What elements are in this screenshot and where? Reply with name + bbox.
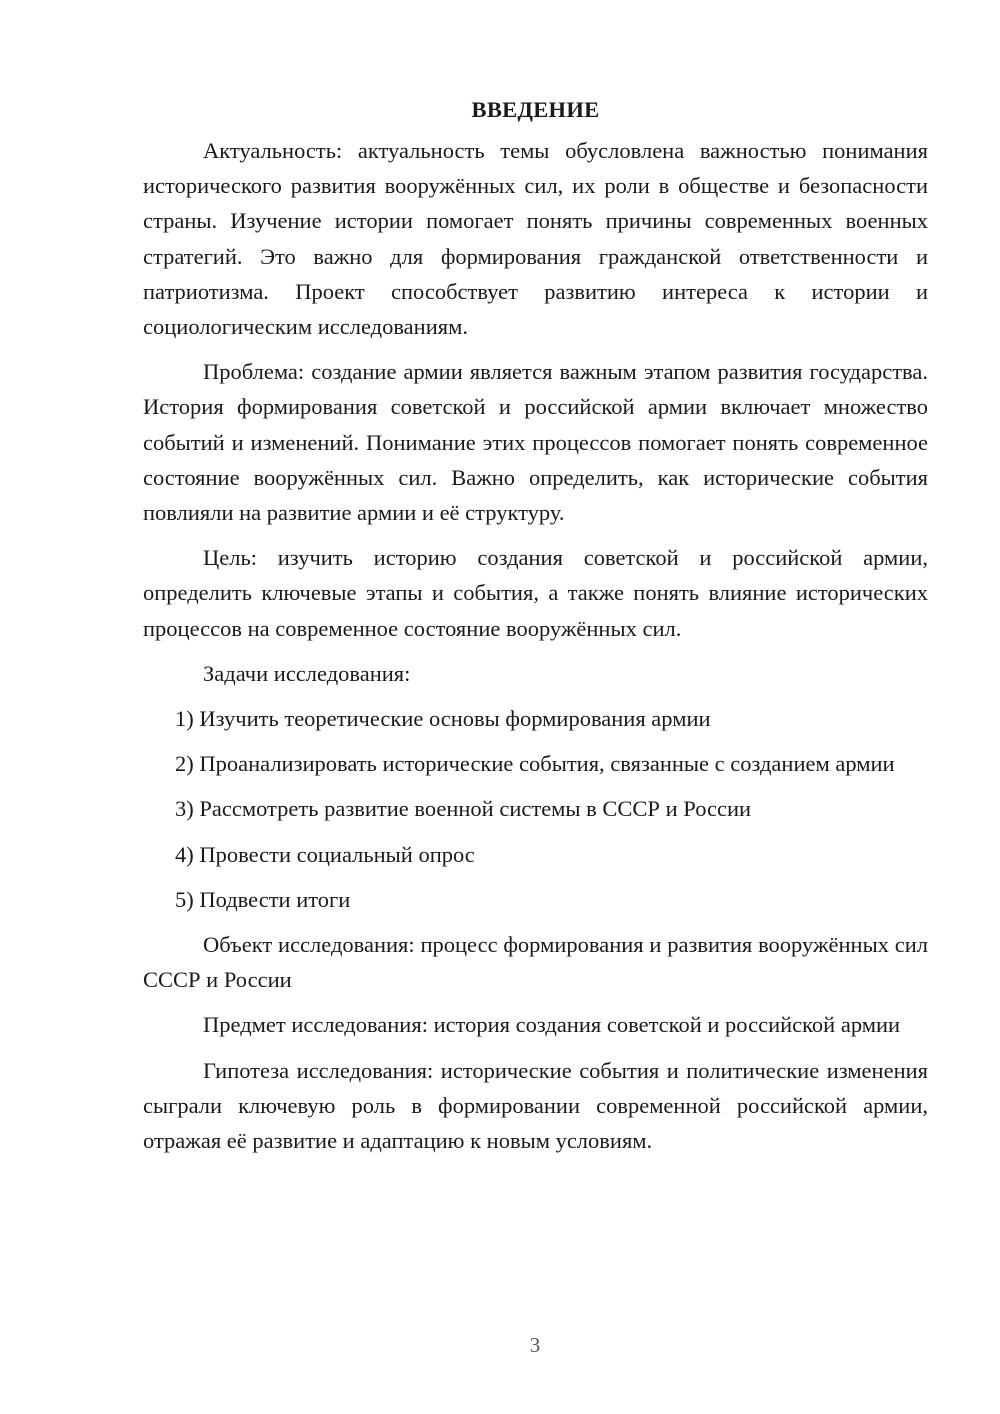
page-number: 3 <box>529 1333 541 1357</box>
task-item: 1) Изучить теоретические основы формирования армии <box>175 706 711 732</box>
problem-paragraph: Проблема: создание армии является важным этапом развития государства. История формирования советской и российской армии включает множество событий и изменений. Понимание этих процессов помогает понять современное состояние вооружённых сил. Важно определить, как исторические события повлияли на развитие армии и её структуру. <box>143 359 928 526</box>
task-item: 3) Рассмотреть развитие военной системы в СССР и России <box>175 796 752 822</box>
tasks-heading: Задачи исследования: <box>203 660 411 686</box>
page-content <box>143 95 928 1168</box>
section-title: ВВЕДЕНИЕ <box>471 97 600 122</box>
task-item: 2) Проанализировать исторические события, связанные с созданием армии <box>175 751 895 777</box>
object-paragraph: Объект исследования: процесс формирования и развития вооружённых сил СССР и России <box>143 932 928 993</box>
hypothesis-paragraph: Гипотеза исследования: исторические события и политические изменения сыграли ключевую роль в формировании современной российской армии, отражая её развитие и адаптацию к новым условиям. <box>143 1057 928 1154</box>
subject-paragraph: Предмет исследования: история создания советской и российской армии <box>203 1012 901 1038</box>
task-item: 4) Провести социальный опрос <box>175 841 475 867</box>
task-item: 5) Подвести итоги <box>175 886 351 912</box>
relevance-paragraph: Актуальность: актуальность темы обусловлена важностью понимания исторического развития вооружённых сил, их роли в обществе и безопасности страны. Изучение истории помогает понять причины современных военных стратегий. Это важно для формирования гражданской ответственности и патриотизма. Проект способствует развитию интереса к истории и социологическим исследованиям. <box>143 138 928 340</box>
goal-paragraph: Цель: изучить историю создания советской и российской армии, определить ключевые этапы и события, а также понять влияние исторических процессов на современное состояние вооружённых сил. <box>143 545 928 641</box>
